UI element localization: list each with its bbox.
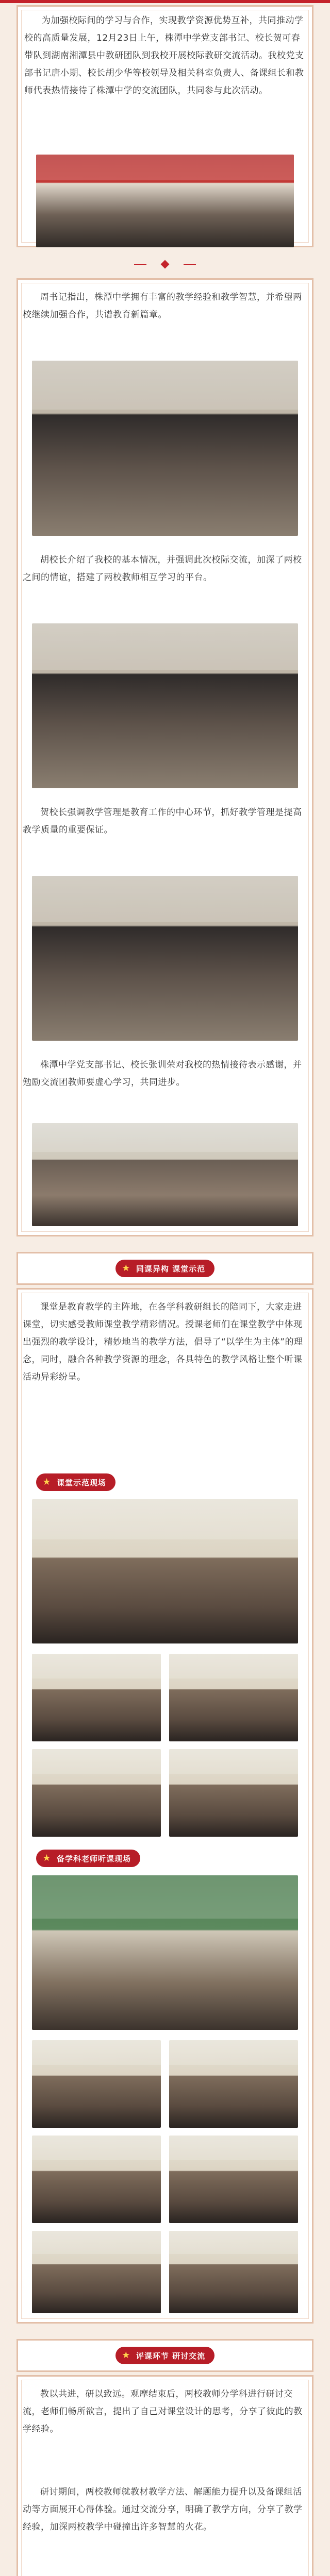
tag-class-demo-scene: ★ 课堂示范现场 [36,1473,116,1491]
photo-speaker-2 [32,623,298,788]
photo-listening-3 [169,2040,298,2128]
photo-class-3 [169,1654,298,1741]
tag-teacher-listening: ★ 备学科老师听课现场 [36,1850,140,1867]
photo-class-5 [169,1749,298,1837]
photo-class-1 [32,1499,298,1643]
photo-listening-6 [32,2231,161,2313]
photo-listening-2 [32,2040,161,2128]
speech-paragraph-3: 贺校长强调教学管理是教育工作的中心环节，抓好教学管理是提高教学质量的重要保证。 [23,807,302,835]
class-demo-paragraph: 课堂是教育教学的主阵地，在各学科教研组长的陪同下，大家走进课堂，切实感受教师课堂教学精彩情况。授课老师们在课堂教学中体现出强烈的教学设计，精妙地当的教学方法，倡导了“以学生为主体”的理念，同时，融合各种教学资源的理念，各具特色的教学风格让整个听课活动异彩纷呈。 [23,1302,303,1382]
photo-listening-5 [169,2136,298,2223]
section-banner-class-demo [16,1252,314,1285]
photo-group-banner [36,155,294,247]
discussion-paragraph-2: 研讨期间，两校教师就教材教学方法、解题能力提升以及备课组活动等方面展开心得体验。通过交流分享，明确了教学方向，分享了教学经验，加深两校教学中碰撞出许多智慧的火花。 [23,2487,303,2532]
section-tag-class-demo: ★ 同课异构 课堂示范 [116,1260,214,1277]
section-tag-discussion: ★ 评课环节 研讨交流 [116,2347,214,2364]
photo-speaker-1 [32,361,298,536]
photo-speaker-3 [32,876,298,1041]
photo-class-2 [32,1654,161,1741]
section-divider [134,260,196,268]
discussion-paragraph-1: 教以共进，研以致远。观摩结束后，两校教师分学科进行研讨交流，老师们畅所欲言，提出了自己对课堂设计的思考，分享了彼此的教学经验。 [23,2389,303,2434]
section-banner-discussion [16,2339,314,2372]
intro-paragraph: 为加强校际间的学习与合作，实现教学资源优势互补，共同推动学校的高质量发展，12月23日上午，株潭中学党支部书记、校长贺可春带队到湖南湘潭县中教研团队到我校开展校际教研交流活动。我校党支部书记唐小期、校长胡少华等校领导及相关科室负责人、备课组长和教师代表热情接待了株潭中学的交流团队，共同参与此次活动。 [24,15,304,96]
photo-listening-4 [32,2136,161,2223]
speech-paragraph-1: 周书记指出，株潭中学拥有丰富的教学经验和教学智慧，并希望两校继续加强合作，共谱教育新篇章。 [23,292,302,320]
top-accent-line [0,0,330,3]
photo-class-4 [32,1749,161,1837]
speech-paragraph-4: 株潭中学党支部书记、校长张训荣对我校的热情接待表示感谢，并勉励交流团教师要虚心学习，共同进步。 [23,1060,302,1088]
photo-listening-1 [32,1875,298,2030]
star-icon: ★ [122,1263,131,1274]
speech-paragraph-2: 胡校长介绍了我校的基本情况，并强调此次校际交流，加深了两校之间的情谊，搭建了两校教师相互学习的平台。 [23,555,302,583]
star-icon: ★ [42,1853,52,1863]
star-icon: ★ [122,2350,131,2361]
photo-meeting-room [32,1123,298,1226]
star-icon: ★ [42,1477,52,1487]
photo-listening-7 [169,2231,298,2313]
